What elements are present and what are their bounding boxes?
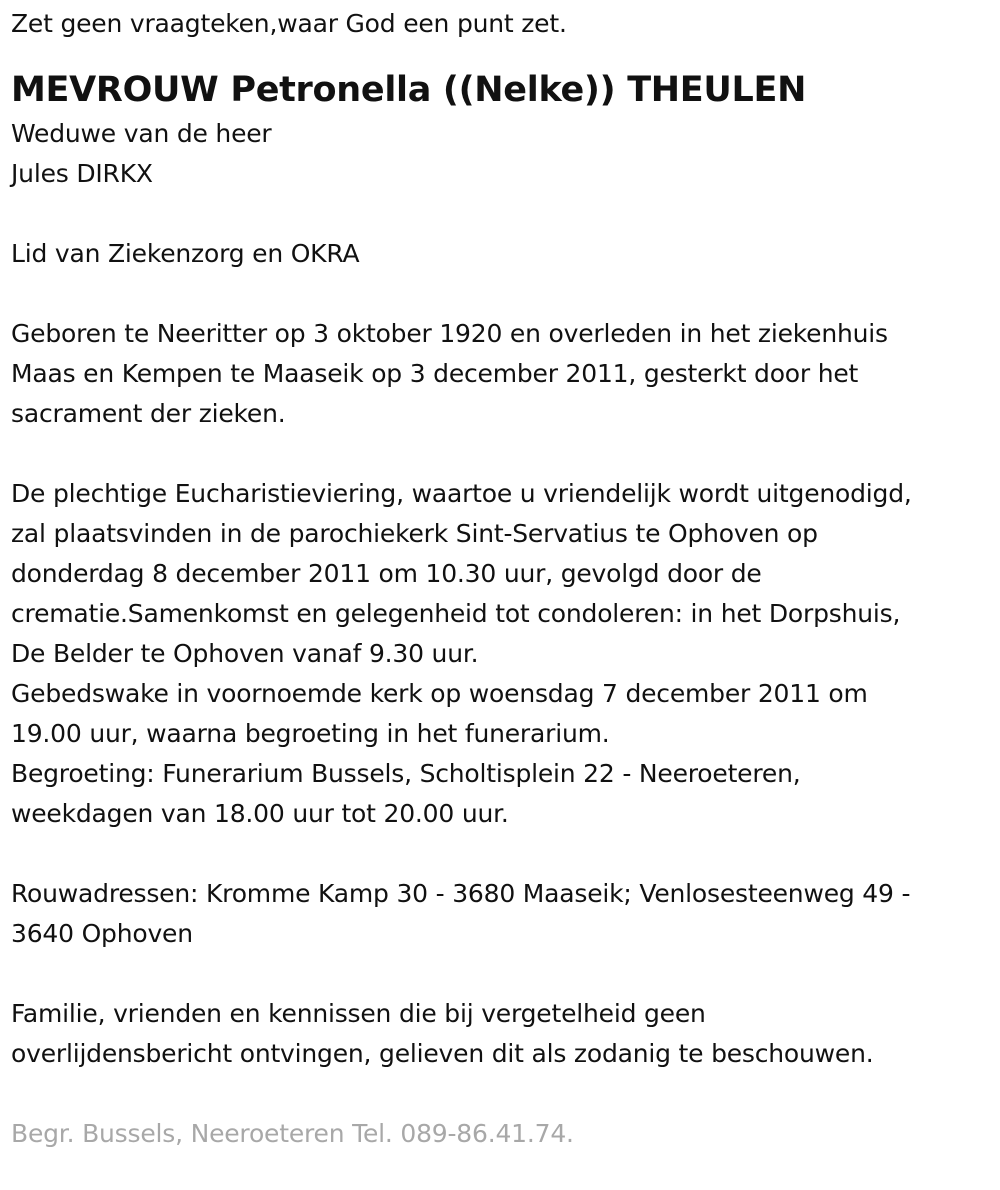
paragraph-line: Gebedswake in voornoemde kerk op woensdag 7 december 2011 om [11, 679, 868, 708]
paragraph-line: Familie, vrienden en kennissen die bij vergetelheid geen [11, 999, 706, 1028]
birth-death-paragraph [11, 314, 996, 434]
spacer [11, 434, 996, 474]
paragraph-line: 19.00 uur, waarna begroeting in het funerarium. [11, 719, 610, 748]
service-paragraph [11, 474, 996, 834]
paragraph-line: De plechtige Eucharistieviering, waartoe u vriendelijk wordt uitgenodigd, [11, 479, 912, 508]
paragraph-line: Maas en Kempen te Maaseik op 3 december 2011, gesterkt door het [11, 359, 859, 388]
paragraph-line: Begroeting: Funerarium Bussels, Scholtisplein 22 - Neeroeteren, [11, 759, 801, 788]
spacer [11, 1074, 996, 1114]
deceased-name: MEVROUW Petronella ((Nelke)) THEULEN [11, 70, 807, 110]
paragraph-line: crematie.Samenkomst en gelegenheid tot condoleren: in het Dorpshuis, [11, 599, 901, 628]
spacer [11, 274, 996, 314]
paragraph-line: weekdagen van 18.00 uur tot 20.00 uur. [11, 799, 509, 828]
paragraph-line: De Belder te Ophoven vanaf 9.30 uur. [11, 639, 479, 668]
paragraph-line: 3640 Ophoven [11, 919, 193, 948]
spouse-line-1: Weduwe van de heer [11, 119, 272, 148]
obituary-document [11, 4, 996, 1154]
spouse-line-2: Jules DIRKX [11, 159, 153, 188]
paragraph-line: sacrament der zieken. [11, 399, 286, 428]
spacer [11, 194, 996, 234]
funeral-home-footer: Begr. Bussels, Neeroeteren Tel. 089-86.41.74. [11, 1119, 574, 1148]
paragraph-line: Rouwadressen: Kromme Kamp 30 - 3680 Maaseik; Venlosesteenweg 49 - [11, 879, 911, 908]
spacer [11, 834, 996, 874]
spacer [11, 954, 996, 994]
paragraph-line: zal plaatsvinden in de parochiekerk Sint-Servatius te Ophoven op [11, 519, 818, 548]
paragraph-line: Geboren te Neeritter op 3 oktober 1920 en overleden in het ziekenhuis [11, 319, 888, 348]
membership: Lid van Ziekenzorg en OKRA [11, 239, 360, 268]
paragraph-line: donderdag 8 december 2011 om 10.30 uur, gevolgd door de [11, 559, 762, 588]
mourning-addresses [11, 874, 996, 954]
motto: Zet geen vraagteken,waar God een punt zet. [11, 9, 567, 38]
notice-paragraph [11, 994, 996, 1074]
paragraph-line: overlijdensbericht ontvingen, gelieven dit als zodanig te beschouwen. [11, 1039, 874, 1068]
